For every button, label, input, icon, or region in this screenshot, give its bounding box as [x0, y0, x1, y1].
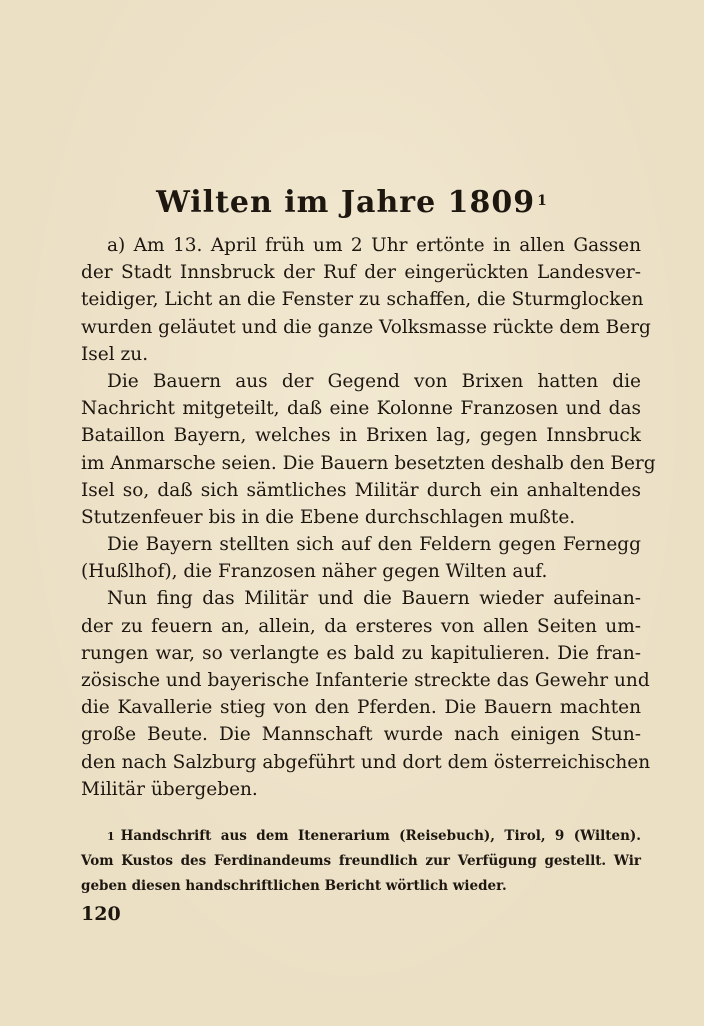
title-footnote-ref: 1: [537, 193, 548, 209]
footnote-mark: 1: [107, 830, 115, 843]
paragraph-line: Nachricht mitgeteilt, daß eine Kolonne Franzosen und das: [81, 398, 641, 420]
paragraph-line: große Beute. Die Mannschaft wurde nach einigen Stun-: [81, 724, 641, 746]
paragraph-line: Stutzenfeuer bis in die Ebene durchschlagen mußte.: [81, 506, 576, 528]
paragraph-line: Die Bauern aus der Gegend von Brixen hatten die: [107, 370, 641, 392]
footnote-line: [81, 824, 641, 849]
paragraph-line: Isel so, daß sich sämtliches Militär durch ein anhaltendes: [81, 479, 641, 501]
body-text: [81, 232, 656, 803]
footnote-line: geben diesen handschriftlichen Bericht wörtlich wieder.: [81, 878, 507, 894]
chapter-title-text: Wilten im Jahre 1809: [156, 185, 536, 220]
paragraph-line: die Kavallerie stieg von den Pferden. Die Bauern machten: [81, 697, 641, 719]
paragraph-line: rungen war, so verlangte es bald zu kapitulieren. Die fran-: [81, 642, 641, 664]
page-number: 120: [81, 903, 121, 925]
paragraph-line: teidiger, Licht an die Fenster zu schaffen, die Sturmglocken: [81, 289, 644, 311]
paragraph-line: der zu feuern an, allein, da ersteres von allen Seiten um-: [81, 615, 641, 637]
footnote-line: Vom Kustos des Ferdinandeums freundlich zur Verfügung gestellt. Wir: [81, 853, 641, 869]
paragraph-line: der Stadt Innsbruck der Ruf der eingerückten Landesver-: [81, 262, 641, 284]
paragraph-line: wurden geläutet und die ganze Volksmasse rückte dem Berg: [81, 316, 651, 338]
paragraph-line: Nun fing das Militär und die Bauern wieder aufeinan-: [107, 588, 641, 610]
paragraph-line: Isel zu.: [81, 343, 149, 365]
footnote-line-text: Handschrift aus dem Itenerarium (Reisebuch), Tirol, 9 (Wilten).: [120, 828, 641, 844]
paragraph-line: den nach Salzburg abgeführt und dort dem österreichischen: [81, 751, 651, 773]
paragraph-line: Die Bayern stellten sich auf den Feldern gegen Fernegg: [107, 534, 641, 556]
paragraph-line: Bataillon Bayern, welches in Brixen lag, gegen Innsbruck: [81, 425, 641, 447]
paragraph-line: a) Am 13. April früh um 2 Uhr ertönte in allen Gassen: [107, 235, 641, 256]
paragraph-line: Militär übergeben.: [81, 778, 258, 800]
paragraph-line: zösische und bayerische Infanterie streckte das Gewehr und: [81, 670, 650, 691]
paragraph-line: (Hußlhof), die Franzosen näher gegen Wilten auf.: [81, 561, 548, 583]
footnote: [81, 824, 641, 899]
paragraph-line: im Anmarsche seien. Die Bauern besetzten deshalb den Berg: [81, 452, 656, 474]
chapter-title: [0, 183, 704, 223]
